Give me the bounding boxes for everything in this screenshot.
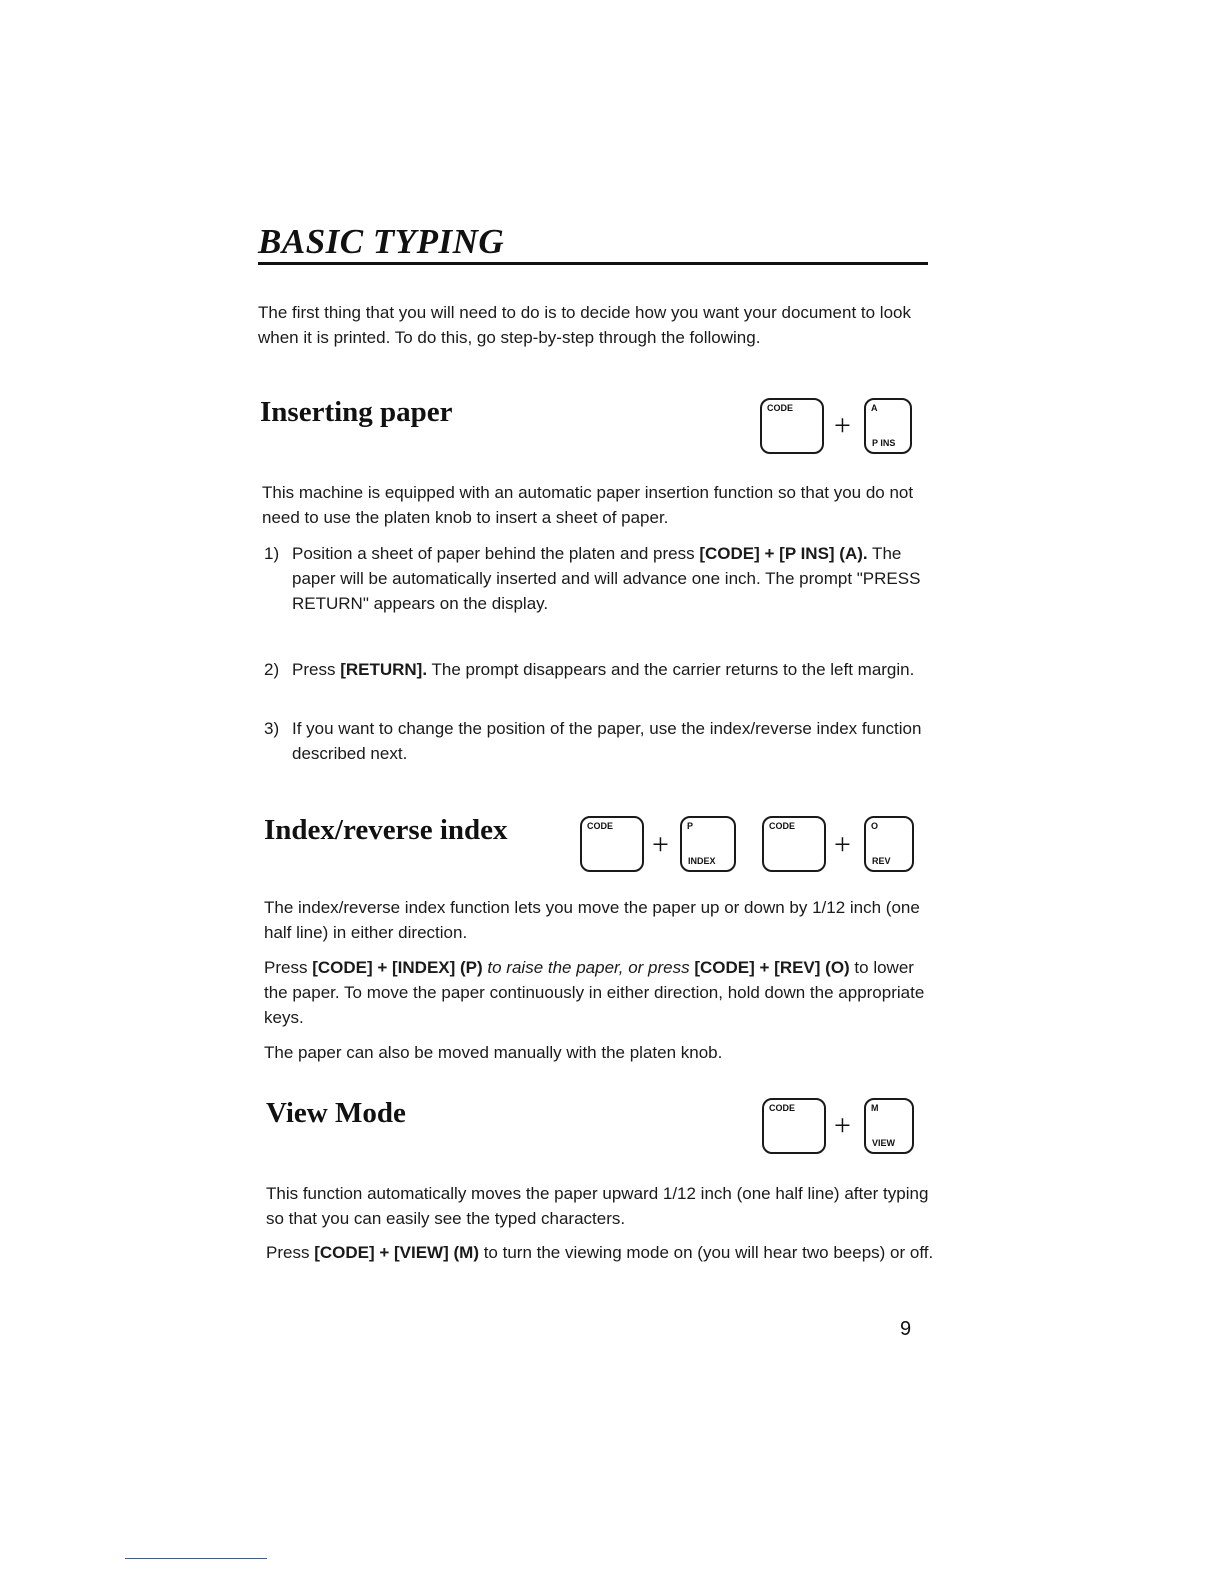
- code-key-icon: CODE: [760, 398, 824, 454]
- intro-paragraph: The first thing that you will need to do is to decide how you want your document to look when it is printed. To do this, go step-by-step through the following.: [258, 303, 911, 347]
- list-text: Press [RETURN]. The prompt disappears and the carrier returns to the left margin.: [292, 660, 915, 679]
- list-number: 3): [264, 719, 280, 738]
- page-number: 9: [900, 1318, 912, 1340]
- list-text: If you want to change the position of the paper, use the index/reverse index function described next.: [292, 719, 922, 763]
- plus-sign: +: [834, 409, 851, 442]
- plus-sign: +: [652, 828, 669, 861]
- list-item: [264, 716, 934, 766]
- list-item: [264, 657, 934, 707]
- rev-key-icon: O REV: [864, 816, 914, 872]
- section-heading-inserting-paper: Inserting paper: [260, 396, 453, 428]
- code-key-icon: CODE: [762, 816, 826, 872]
- plus-sign: +: [834, 1109, 851, 1142]
- key-combo-code-rev: [762, 816, 920, 874]
- footer-rule: [125, 1558, 267, 1559]
- page-title: BASIC TYPING: [258, 222, 505, 261]
- key-combo-code-view: [762, 1098, 920, 1156]
- view-instructions: Press [CODE] + [VIEW] (M) to turn the viewing mode on (you will hear two beeps) or off.: [266, 1243, 934, 1262]
- key-combo-code-pins: [760, 398, 918, 456]
- index-description: The index/reverse index function lets you move the paper up or down by 1/12 inch (one half line) in either direction.: [264, 898, 920, 942]
- pins-key-icon: A P INS: [864, 398, 912, 454]
- code-key-icon: CODE: [580, 816, 644, 872]
- index-key-icon: P INDEX: [680, 816, 736, 872]
- list-text: Position a sheet of paper behind the platen and press [CODE] + [P INS] (A). The paper will be automatically inserted and will advance one inch. The prompt "PRESS RETURN" appears on the display.: [292, 544, 921, 613]
- key-combo-code-index: [580, 816, 742, 874]
- view-key-icon: M VIEW: [864, 1098, 914, 1154]
- list-number: 2): [264, 660, 280, 679]
- index-instructions: Press [CODE] + [INDEX] (P) to raise the paper, or press [CODE] + [REV] (O) to lower the paper. To move the paper continuously in either direction, hold down the appropriate keys.: [264, 958, 925, 1027]
- index-manual-note: The paper can also be moved manually with the platen knob.: [264, 1043, 723, 1062]
- section-heading-view-mode: View Mode: [266, 1097, 406, 1129]
- view-description: This function automatically moves the paper upward 1/12 inch (one half line) after typing so that you can easily see the typed characters.: [266, 1184, 929, 1228]
- plus-sign: +: [834, 828, 851, 861]
- list-number: 1): [264, 544, 280, 563]
- section-heading-index-reverse-index: Index/reverse index: [264, 814, 508, 846]
- title-rule: [258, 262, 928, 265]
- inserting-description: This machine is equipped with an automatic paper insertion function so that you do not need to use the platen knob to insert a sheet of paper.: [262, 483, 914, 527]
- code-key-icon: CODE: [762, 1098, 826, 1154]
- list-item: [264, 541, 934, 621]
